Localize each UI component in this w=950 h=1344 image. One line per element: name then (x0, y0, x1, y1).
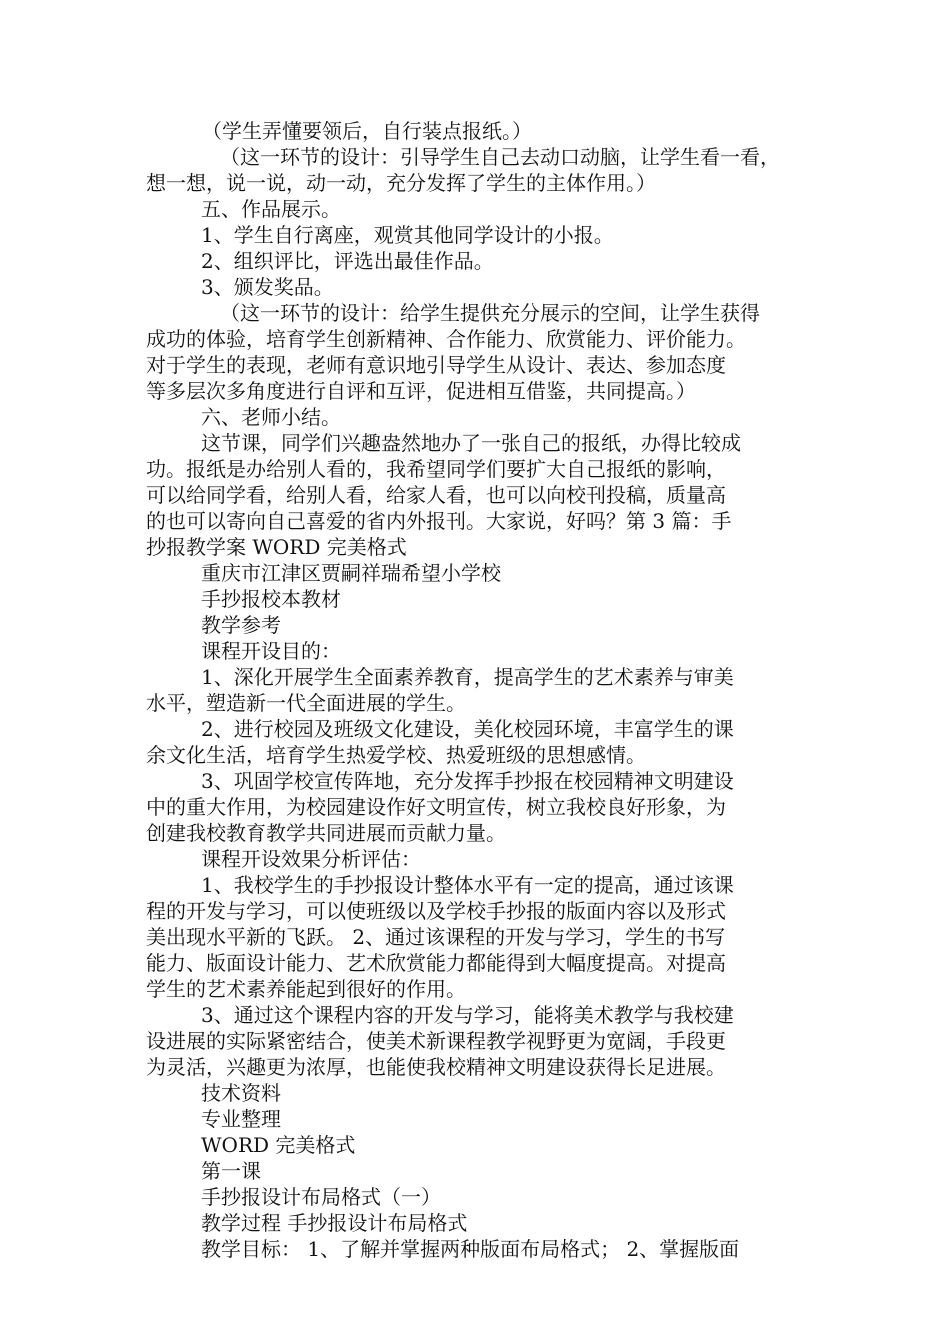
text-line: 创建我校教育教学共同进展而贡献力量。 (146, 821, 506, 845)
text-line: 水平，塑造新一代全面进展的学生。 (146, 691, 466, 715)
text-line: 2、组织评比，评选出最佳作品。 (201, 249, 494, 273)
section-heading: 六、老师小结。 (201, 405, 341, 429)
text-line: 抄报教学案 WORD 完美格式 (146, 535, 407, 559)
text-line: （这一环节的设计：引导学生自己去动口动脑，让学生看一看， (220, 145, 780, 169)
text-line: 学生的艺术素养能起到很好的作用。 (146, 977, 466, 1001)
text-line: 等多层次多角度进行自评和互评，促进相互借鉴，共同提高。） (146, 379, 696, 403)
text-line: 这节课，同学们兴趣盎然地办了一张自己的报纸，办得比较成 (201, 431, 741, 455)
text-line: 可以给同学看，给别人看，给家人看，也可以向校刊投稿，质量高 (146, 483, 726, 507)
text-line: 1、深化开展学生全面素养教育，提高学生的艺术素养与审美 (201, 665, 734, 689)
text-line: 设进展的实际紧密结合，使美术新课程教学视野更为宽阔，手段更 (146, 1029, 726, 1053)
section-heading: 五、作品展示。 (201, 197, 341, 221)
text-line: 美出现水平新的飞跃。 2、通过该课程的开发与学习，学生的书写 (146, 925, 726, 949)
text-line: 3、颁发奖品。 (201, 275, 334, 299)
text-line: 3、通过这个课程内容的开发与学习，能将美术教学与我校建 (201, 1003, 734, 1027)
text-line: 专业整理 (201, 1107, 281, 1131)
text-line: 能力、版面设计能力、艺术欣赏能力都能得到大幅度提高。对提高 (146, 951, 726, 975)
text-line: 余文化生活，培育学生热爱学校、热爱班级的思想感情。 (146, 743, 646, 767)
text-line: 1、学生自行离座，观赏其他同学设计的小报。 (201, 223, 614, 247)
text-line: 中的重大作用，为校园建设作好文明宣传，树立我校良好形象，为 (146, 795, 726, 819)
text-line: 为灵活，兴趣更为浓厚，也能使我校精神文明建设获得长足进展。 (146, 1055, 726, 1079)
text-line: （这一环节的设计：给学生提供充分展示的空间，让学生获得 (220, 301, 760, 325)
text-line: 手抄报设计布局格式（一） (201, 1185, 441, 1209)
text-line: WORD 完美格式 (201, 1133, 356, 1157)
text-line: 功。报纸是办给别人看的，我希望同学们要扩大自己报纸的影响， (146, 457, 726, 481)
text-line: 教学过程 手抄报设计布局格式 (201, 1211, 468, 1235)
section-heading: 课程开设目的： (201, 639, 341, 663)
document-body (146, 118, 810, 1262)
text-line: 2、进行校园及班级文化建设，美化校园环境，丰富学生的课 (201, 717, 734, 741)
section-heading: 第一课 (201, 1159, 261, 1183)
text-line: 手抄报校本教材 (201, 587, 341, 611)
text-line: 3、巩固学校宣传阵地，充分发挥手抄报在校园精神文明建设 (201, 769, 734, 793)
text-line: 的也可以寄向自己喜爱的省内外报刊。大家说，好吗？第 3 篇：手 (146, 509, 732, 533)
text-line: 技术资料 (201, 1081, 281, 1105)
text-line: 1、我校学生的手抄报设计整体水平有一定的提高，通过该课 (201, 873, 734, 897)
text-line: 程的开发与学习，可以使班级以及学校手抄报的版面内容以及形式 (146, 899, 726, 923)
text-line: （学生弄懂要领后，自行装点报纸。） (202, 119, 532, 143)
text-line: 想一想，说一说，动一动，充分发挥了学生的主体作用。） (146, 171, 656, 195)
text-line: 重庆市江津区贾嗣祥瑞希望小学校 (201, 561, 501, 585)
section-heading: 课程开设效果分析评估： (201, 847, 421, 871)
text-line: 对于学生的表现，老师有意识地引导学生从设计、表达、参加态度 (146, 353, 726, 377)
text-line: 成功的体验，培育学生创新精神、合作能力、欣赏能力、评价能力。 (146, 327, 746, 351)
text-line: 教学目标： 1、了解并掌握两种版面布局格式； 2、掌握版面 (201, 1237, 740, 1261)
text-line: 教学参考 (201, 613, 281, 637)
